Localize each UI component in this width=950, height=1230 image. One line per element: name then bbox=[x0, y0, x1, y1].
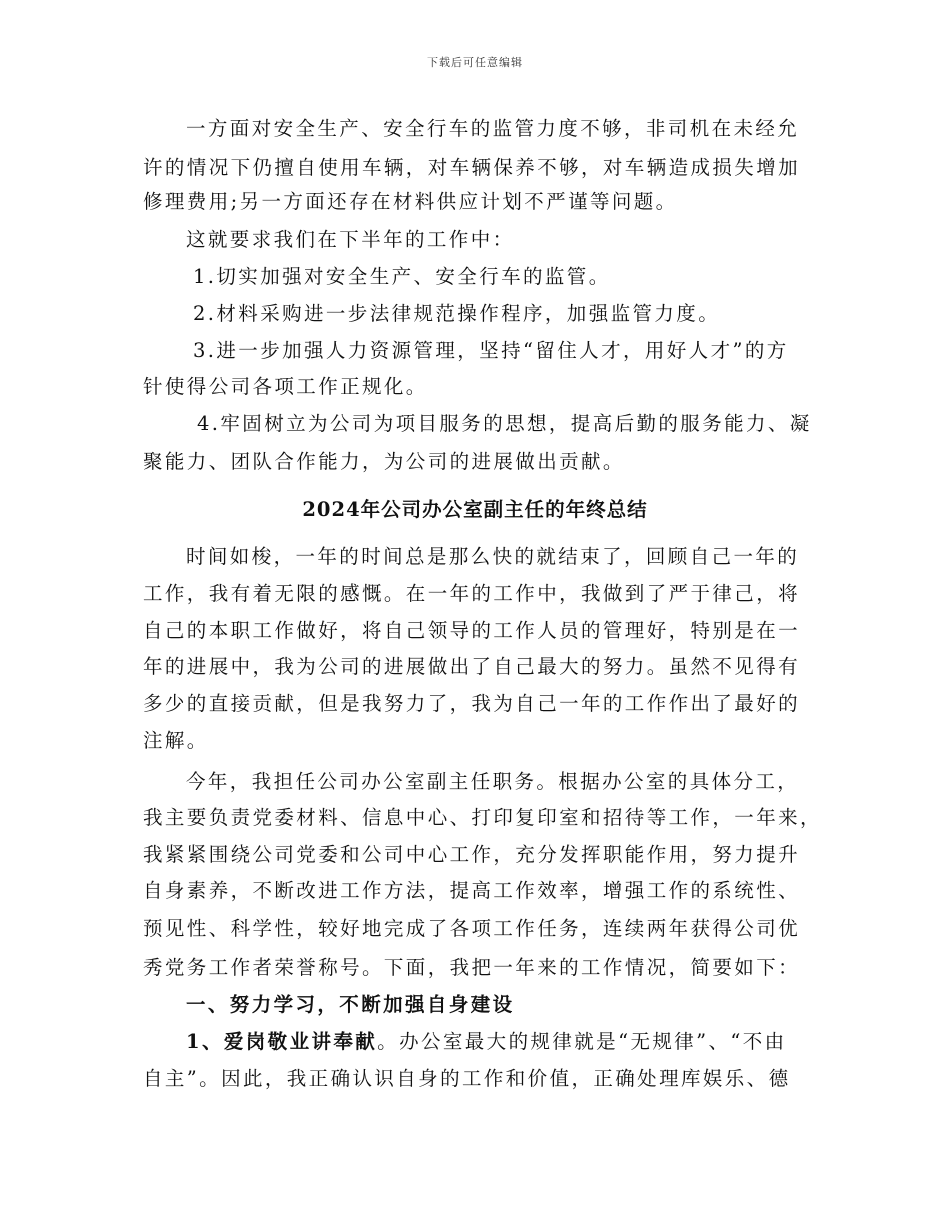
paragraph-line: 工作，我有着无限的感慨。在一年的工作中，我做到了严于律己，将 bbox=[143, 582, 801, 605]
subsection-heading: 1、爱岗敬业讲奉献 bbox=[186, 1030, 378, 1053]
paragraph-line: 一方面对安全生产、安全行车的监管力度不够，非司机在未经允 bbox=[186, 117, 800, 140]
section-heading: 一、努力学习，不断加强自身建设 bbox=[186, 993, 515, 1016]
list-item-continuation: 针使得公司各项工作正规化。 bbox=[143, 375, 428, 398]
paragraph-line: 注解。 bbox=[143, 729, 209, 752]
paragraph-line: 我紧紧围绕公司党委和公司中心工作，充分发挥职能作用，努力提升 bbox=[143, 843, 801, 866]
paragraph-line: 预见性、科学性，较好地完成了各项工作任务，连续两年获得公司优 bbox=[143, 917, 801, 940]
subsection-text: 。办公室最大的规律就是“无规律”、“不由 bbox=[377, 1030, 787, 1053]
article-title: 2024年公司办公室副主任的年终总结 bbox=[302, 498, 648, 521]
paragraph-line: 今年，我担任公司办公室副主任职务。根据办公室的具体分工， bbox=[186, 770, 800, 793]
paragraph-line: 自身素养，不断改进工作方法，提高工作效率，增强工作的系统性、 bbox=[143, 879, 801, 902]
page-header: 下载后可任意编辑 bbox=[427, 56, 523, 69]
paragraph-line: 年的进展中，我为公司的进展做出了自己最大的努力。虽然不见得有 bbox=[143, 655, 801, 678]
paragraph-line: 我主要负责党委材料、信息中心、打印复印室和招待等工作，一年来， bbox=[143, 806, 822, 829]
paragraph-line: 秀党务工作者荣誉称号。下面，我把一年来的工作情况，简要如下： bbox=[143, 956, 801, 979]
paragraph-line: 修理费用;另一方面还存在材料供应计划不严谨等问题。 bbox=[143, 190, 678, 213]
list-item: 1.切实加强对安全生产、安全行车的监管。 bbox=[193, 265, 611, 288]
list-item: 4.牢固树立为公司为项目服务的思想，提高后勤的服务能力、凝 bbox=[197, 412, 812, 435]
paragraph-line: 多少的直接贡献，但是我努力了，我为自己一年的工作作出了最好的 bbox=[143, 692, 801, 715]
subsection-line bbox=[186, 1025, 787, 1059]
list-item-continuation: 聚能力、团队合作能力，为公司的进展做出贡献。 bbox=[143, 450, 625, 473]
paragraph-line: 自己的本职工作做好，将自己领导的工作人员的管理好，特别是在一 bbox=[143, 619, 801, 642]
paragraph-line: 时间如梭，一年的时间总是那么快的就结束了，回顾自己一年的 bbox=[186, 545, 800, 568]
list-item: 2.材料采购进一步法律规范操作程序，加强监管力度。 bbox=[193, 302, 721, 325]
list-item: 3.进一步加强人力资源管理，坚持“留住人才，用好人才”的方 bbox=[193, 339, 789, 362]
paragraph-line: 许的情况下仍擅自使用车辆，对车辆保养不够，对车辆造成损失增加 bbox=[143, 156, 801, 179]
paragraph-line: 这就要求我们在下半年的工作中： bbox=[186, 228, 515, 251]
paragraph-line: 自主”。因此，我正确认识自身的工作和价值，正确处理库娱乐、德 bbox=[143, 1067, 791, 1090]
